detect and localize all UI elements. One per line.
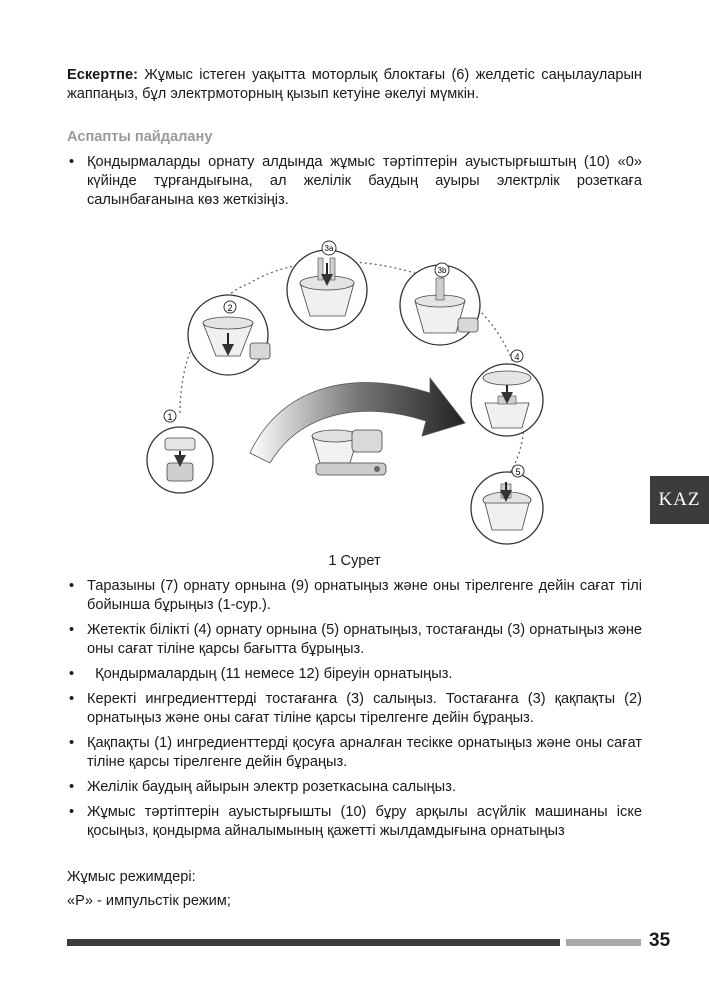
- list-item: • Керекті ингредиенттерді тостағанға (3) салыңыз. Тостағанға (3) қақпақты (2) орнатыңыз және оны сағат тіліне қарсы тірелгенге дейін бұраңыз.: [67, 690, 642, 728]
- step-2-label: 2: [227, 303, 233, 313]
- step-2-circle: [188, 295, 270, 375]
- list-item: • Қондырмалардың (11 немесе 12) біреуін орнатыңыз.: [67, 665, 642, 684]
- assembly-illustration: [140, 238, 570, 558]
- step-3b-circle: [400, 263, 480, 345]
- footer-bar-light: [566, 939, 641, 946]
- modes-title: Жұмыс режимдері:: [67, 869, 196, 885]
- language-tab: KAZ: [650, 476, 709, 524]
- list-item: • Жетектік білікті (4) орнату орнына (5) орнатыңыз, тостағанды (3) орнатыңыз және оны сағат тіліне қарсы бағытта бұрыңыз.: [67, 621, 642, 659]
- top-bullet-list: [67, 153, 642, 210]
- main-bullet-list: [67, 577, 642, 847]
- mode-p-description: «P» - импульстік режим;: [67, 893, 231, 909]
- step-3a-circle: [287, 241, 367, 330]
- step-4-label: 4: [514, 352, 520, 362]
- figure-caption: 1 Сурет: [328, 553, 381, 569]
- list-item: • Желілік баудың айырын электр розеткасына салыңыз.: [67, 778, 642, 797]
- section-heading: Аспапты пайдалану: [67, 129, 213, 145]
- assembled-appliance: [312, 430, 386, 475]
- step-5-circle: [471, 465, 543, 544]
- note-paragraph: [67, 66, 642, 104]
- step-1-circle: [147, 410, 213, 493]
- step-4-circle: [471, 350, 543, 436]
- list-item: • Қақпақты (1) ингредиенттерді қосуға арналған тесікке орнатыңыз және оны сағат тіліне қарсы тірелгенге дейін бұраңыз.: [67, 734, 642, 772]
- footer-bar-dark: [67, 939, 560, 946]
- note-text: Жұмыс істеген уақытта моторлық блоктағы (6) желдетіс саңылауларын жаппаңыз, бұл электрмоторның қызып кетуіне әкелуі мүмкін.: [67, 67, 642, 102]
- list-item: • Таразыны (7) орнату орнына (9) орнатыңыз және оны тірелгенге дейін сағат тілі бойынша бұрыңыз (1-сур.).: [67, 577, 642, 615]
- step-5-label: 5: [515, 467, 521, 477]
- list-item: • Қондырмаларды орнату алдында жұмыс тәртіптерін ауыстырғыштың (10) «0» күйінде тұрғандығына, ал желілік баудың ауыры электрлік розеткаға салынбағанына көз жеткізіңіз.: [67, 153, 642, 210]
- note-label: Ескертпе:: [67, 67, 138, 83]
- step-1-label: 1: [167, 412, 173, 422]
- step-3a-label: 3a: [324, 244, 334, 253]
- step-3b-label: 3b: [437, 266, 447, 275]
- list-item: • Жұмыс тәртіптерін ауыстырғышты (10) бұру арқылы асүйлік машинаны іске қосыңыз, қондырма айналымының қажетті жылдамдығына орнатыңыз: [67, 803, 642, 841]
- page-number: 35: [649, 930, 671, 951]
